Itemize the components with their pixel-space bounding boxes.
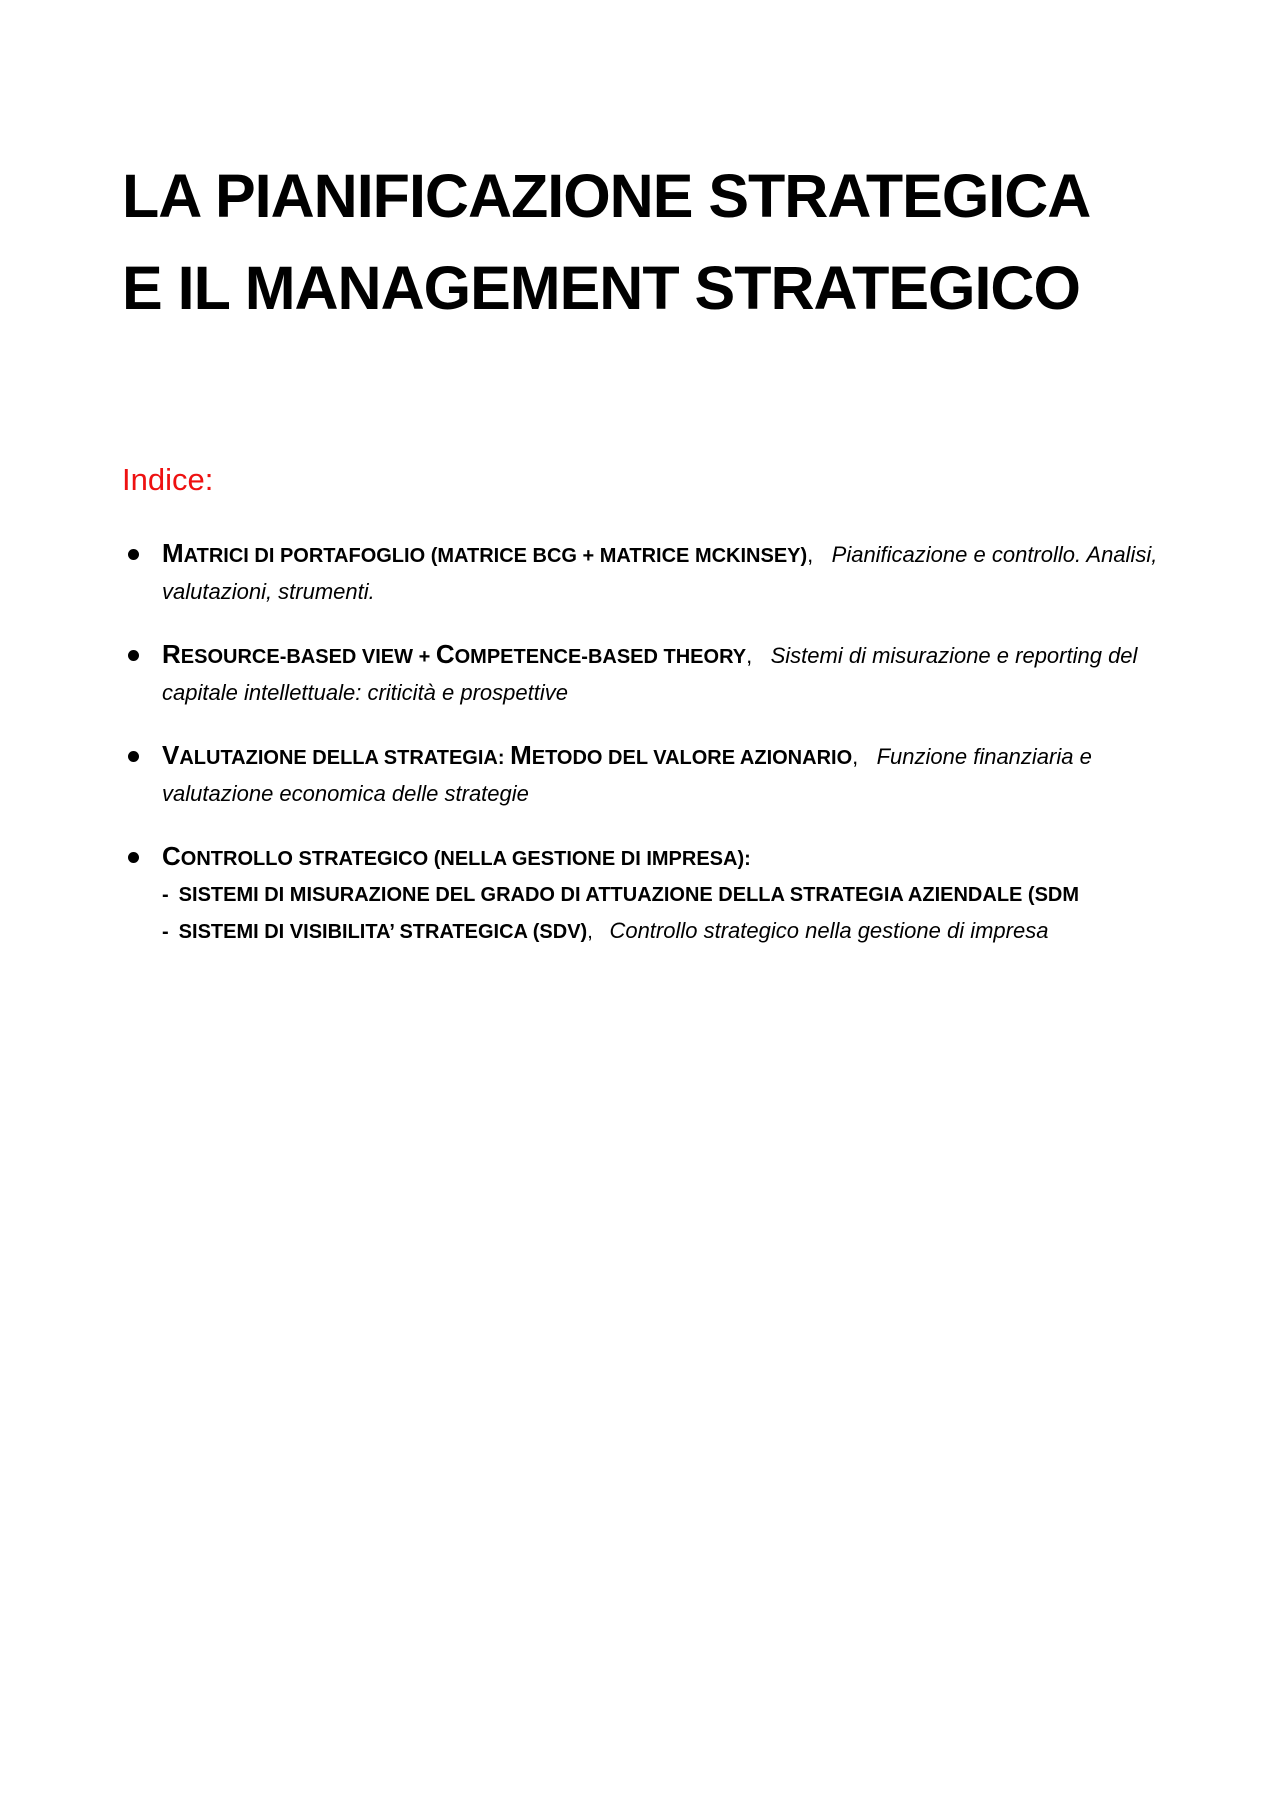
toc-item-topic: [162, 639, 747, 669]
toc-item-separator: ,: [852, 744, 859, 769]
bullet-icon: [128, 549, 139, 560]
topic-text: ONTROLLO STRATEGICO (NELLA GESTIONE DI IMPRESA):: [180, 848, 751, 870]
toc-item: [122, 636, 1182, 711]
bullet-icon: [128, 751, 139, 762]
toc-item-source: Pianificazione e controllo. Analisi, valutazioni, strumenti.: [162, 542, 1158, 604]
topic-text: C: [162, 841, 181, 871]
toc-sub-item: [162, 877, 1182, 913]
toc-item-source: Sistemi di misurazione e reporting del capitale intellettuale: criticità e prospettive: [162, 643, 1138, 705]
topic-text: V: [162, 740, 180, 770]
sub-item-dash: -: [162, 921, 169, 943]
topic-text: ESOURCE-BASED VIEW +: [180, 646, 436, 668]
topic-text: ALUTAZIONE DELLA STRATEGIA:: [179, 747, 511, 769]
topic-text: R: [162, 639, 181, 669]
table-of-contents: [122, 535, 1182, 976]
toc-item-topic: [162, 841, 751, 871]
topic-text: OMPETENCE-BASED THEORY: [454, 646, 747, 668]
sub-item-separator: ,: [587, 921, 593, 943]
toc-item-separator: ,: [746, 643, 753, 668]
topic-text: C: [435, 639, 455, 669]
title-line-2: E IL MANAGEMENT STRATEGICO: [122, 254, 1080, 322]
topic-text: M: [162, 538, 184, 568]
toc-item-topic: [162, 740, 853, 770]
toc-item-topic: [162, 538, 808, 568]
toc-sub-list: [162, 877, 1182, 950]
toc-item: [122, 737, 1182, 812]
sub-item-source: Controllo strategico nella gestione di impresa: [609, 918, 1049, 943]
bullet-icon: [128, 650, 139, 661]
sub-item-title: SISTEMI DI MISURAZIONE DEL GRADO DI ATTUAZIONE DELLA STRATEGIA AZIENDALE (SDM: [178, 884, 1080, 906]
sub-item-title: SISTEMI DI VISIBILITA’ STRATEGICA (SDV): [178, 921, 588, 943]
index-heading: Indice:: [122, 462, 214, 497]
sub-item-dash: -: [162, 884, 169, 906]
topic-text: ATRICI DI PORTAFOGLIO (MATRICE BCG + MATRICE MCKINSEY): [183, 545, 808, 567]
toc-item: [122, 838, 1182, 950]
topic-text: ETODO DEL VALORE AZIONARIO: [531, 747, 853, 769]
toc-item: [122, 535, 1182, 610]
bullet-icon: [128, 852, 139, 863]
topic-text: M: [510, 740, 532, 770]
title-line-1: LA PIANIFICAZIONE STRATEGICA: [122, 162, 1091, 230]
toc-item-separator: ,: [807, 542, 814, 567]
document-title: [122, 150, 1090, 334]
toc-sub-item: [162, 913, 1182, 950]
toc-item-source: Funzione finanziaria e valutazione economica delle strategie: [162, 744, 1092, 806]
